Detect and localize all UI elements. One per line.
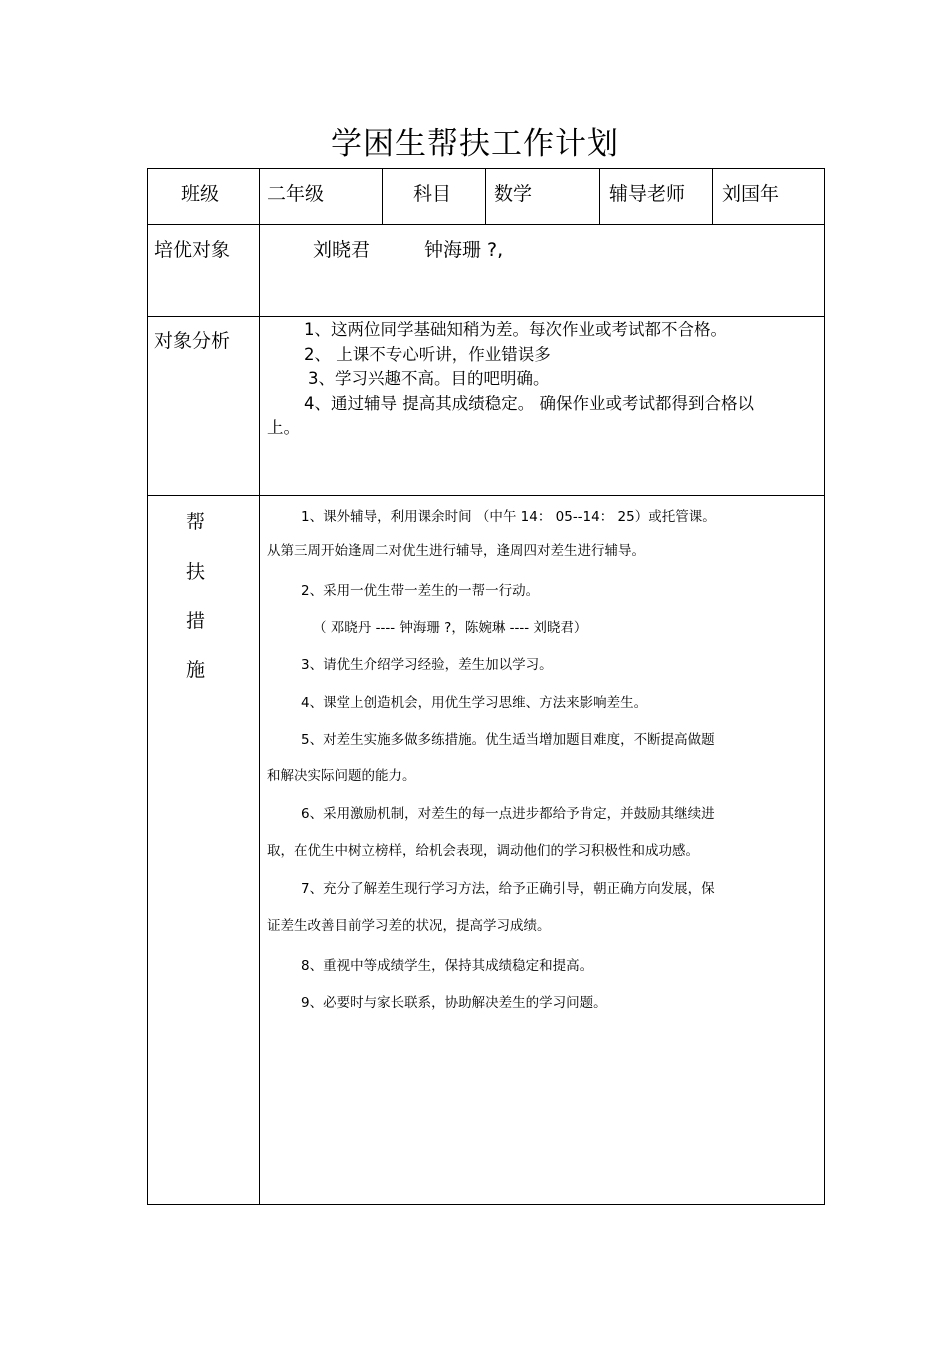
analysis-line: 上。 (267, 418, 300, 437)
header-divider-4 (599, 168, 600, 224)
label-column-divider (259, 168, 260, 1205)
class-label: 班级 (181, 183, 220, 205)
table-border-left (147, 168, 148, 1205)
target-student-1: 刘晓君 (313, 239, 371, 261)
table-border-top (147, 168, 825, 169)
analysis-line: 3、学习兴趣不高。目的吧明确。 (308, 369, 550, 388)
measure-line: 7、充分了解差生现行学习方法，给予正确引导，朝正确方向发展，保 (301, 881, 715, 897)
measure-line: 4、课堂上创造机会，用优生学习思维、方法来影响差生。 (301, 695, 648, 711)
measure-line: 1、课外辅导，利用课余时间 （中午 14： 05--14： 25）或托管课。 (301, 509, 716, 525)
measures-label-char: 施 (186, 659, 206, 681)
measure-line: 和解决实际问题的能力。 (267, 768, 416, 784)
measure-line: 5、对差生实施多做多练措施。优生适当增加题目难度，不断提高做题 (301, 732, 715, 748)
analysis-line: 2、 上课不专心听讲，作业错误多 (304, 344, 551, 364)
class-value: 二年级 (267, 183, 325, 205)
analysis-text (267, 318, 812, 441)
teacher-value: 刘国年 (722, 183, 780, 205)
header-divider-2 (382, 168, 383, 224)
table-border-bottom (147, 1204, 825, 1205)
targets-label: 培优对象 (154, 239, 231, 261)
subject-label: 科目 (413, 183, 452, 205)
measure-line: 3、请优生介绍学习经验，差生加以学习。 (301, 657, 553, 673)
measure-line: 6、采用激励机制，对差生的每一点进步都给予肯定，并鼓励其继续进 (301, 806, 715, 822)
measures-label-char: 措 (186, 610, 206, 632)
header-divider-5 (712, 168, 713, 224)
measure-line: 9、必要时与家长联系，协助解决差生的学习问题。 (301, 995, 607, 1011)
analysis-line: 4、通过辅导 提高其成绩稳定。 确保作业或考试都得到合格以 (304, 393, 754, 413)
analysis-line: 1、这两位同学基础知稍为差。每次作业或考试都不合格。 (304, 320, 727, 339)
row-divider-1 (147, 224, 825, 225)
analysis-label: 对象分析 (154, 330, 231, 352)
measure-line: 2、采用一优生带一差生的一帮一行动。 (301, 583, 540, 599)
measures-label-char: 扶 (186, 561, 206, 583)
measure-line: （ 邓晓丹 ---- 钟海珊 ?，陈婉琳 ---- 刘晓君） (313, 620, 588, 636)
measure-line: 从第三周开始逢周二对优生进行辅导，逢周四对差生进行辅导。 (267, 543, 645, 559)
row-divider-3 (147, 495, 825, 496)
table-border-right (824, 168, 825, 1205)
row-divider-2 (147, 316, 825, 317)
measures-label-char: 帮 (186, 511, 206, 533)
subject-value: 数学 (494, 183, 533, 205)
page-title: 学困生帮扶工作计划 (331, 126, 619, 162)
header-divider-3 (485, 168, 486, 224)
measure-line: 证差生改善目前学习差的状况，提高学习成绩。 (267, 918, 551, 934)
teacher-label: 辅导老师 (609, 183, 686, 205)
measure-line: 取，在优生中树立榜样，给机会表现，调动他们的学习积极性和成功感。 (267, 843, 699, 859)
target-student-2: 钟海珊 ?, (424, 239, 504, 261)
measure-line: 8、重视中等成绩学生，保持其成绩稳定和提高。 (301, 958, 594, 974)
